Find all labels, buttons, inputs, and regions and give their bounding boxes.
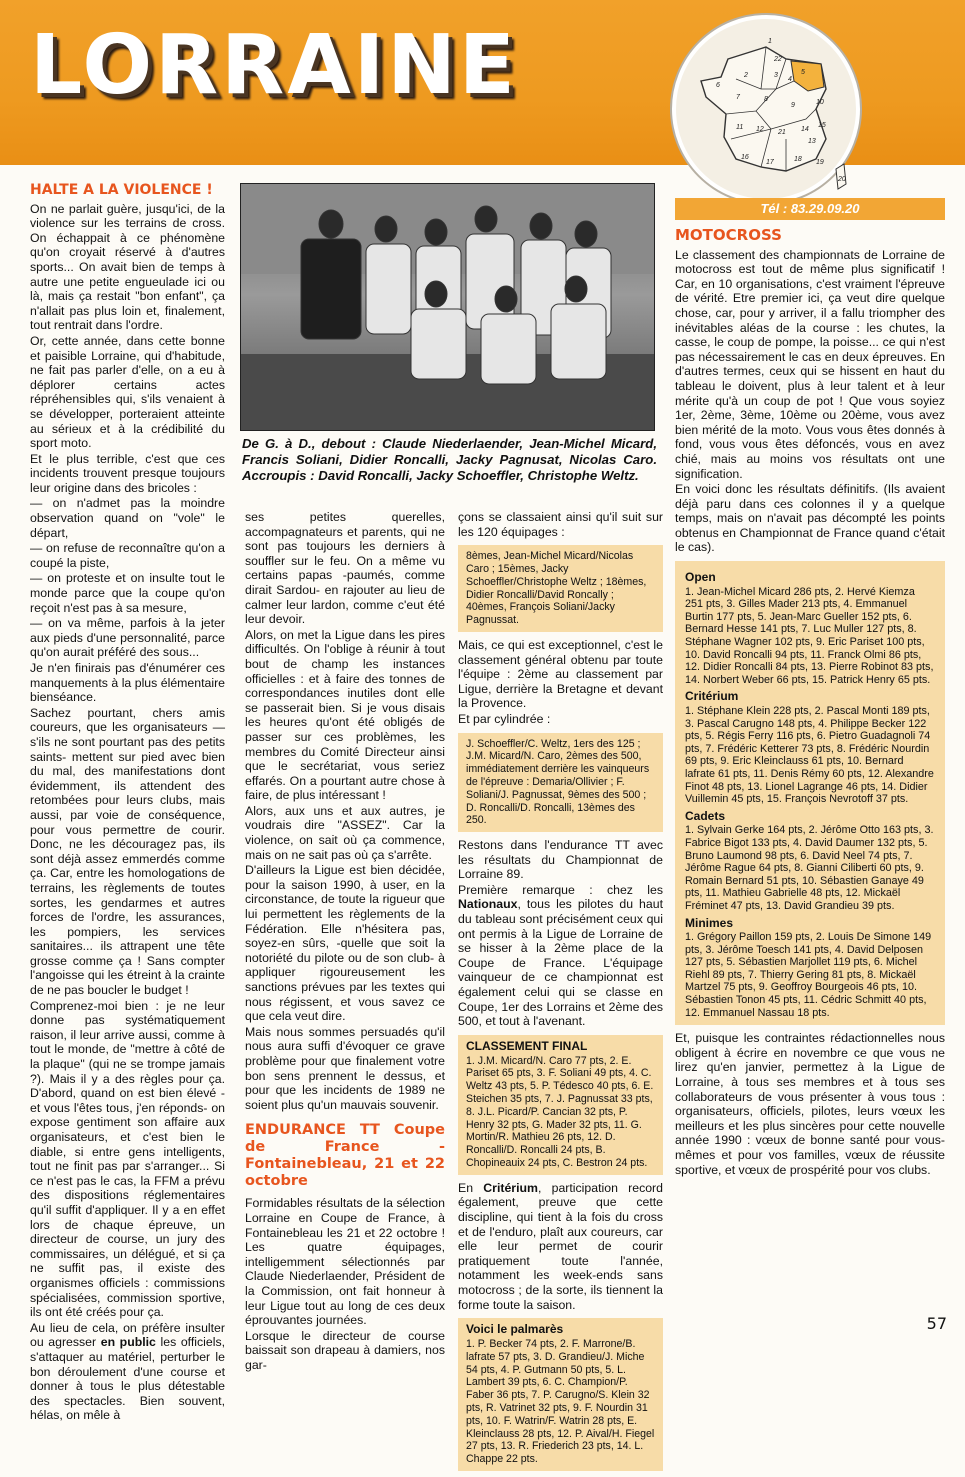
article-column-4 bbox=[675, 228, 945, 1178]
box-title: Minimes bbox=[685, 915, 734, 930]
map-region-number: 6 bbox=[716, 82, 720, 89]
map-region-number: 16 bbox=[741, 154, 749, 161]
phone-bar bbox=[675, 198, 945, 220]
paragraph: Je n'en finirais pas d'énumérer ces manquements à la plus élémentaire bienséance. bbox=[30, 661, 225, 705]
box-text: 1. Grégory Paillon 159 pts, 2. Louis De Simone 149 pts, 3. Jérôme Toesch 141 pts, 4. David Delposen 127 pts, 5. Sébastien Marjollet 119 pts, 6. Michel Riehl 89 pts, 7. Thierry Gering 81 pts, 8. Mickaël Martzel 75 pts, 9. Geoffroy Bourgeois 46 pts, 10. Sébastien Tonon 45 pts, 11. Cédric Schmitt 40 pts, 12. Emmanuel Nassau 18 pts. bbox=[685, 931, 932, 1019]
map-region-number: 9 bbox=[791, 102, 795, 109]
paragraph bbox=[458, 883, 663, 1029]
paragraph: Mais, ce qui est exceptionnel, c'est le classement général obtenu par toute l'équipe : 2ème au classement par Ligue, derrière la Bretagne et devant la Provence. bbox=[458, 637, 663, 711]
box-text: 1. J.M. Micard/N. Caro 77 pts, 2. E. Pariset 65 pts, 3. F. Soliani 49 pts, 4. C. Weltz 43 pts, 5. P. Tédesco 40 pts, 6. E. Steichen 35 pts, 7. J. Pagnussat 33 pts, 8. J.L. Picard/P. Cancian 32 pts, P. Henry 32 pts, G. Mader 32 pts, 11. G. Mortin/R. Mathieu 26 pts, 12. D. Roncalli/D. Roncalli 24 pts, B. Chopineauix 24 pts, C. Bestron 24 pts. bbox=[466, 1054, 654, 1169]
text-run: Première remarque : chez les bbox=[458, 882, 663, 897]
paragraph: Lorsque le directeur de course baissait son drapeau à damiers, nos gar- bbox=[245, 1328, 445, 1372]
paragraph: çons se classaient ainsi qu'il suit sur les 120 équipages : bbox=[458, 510, 663, 539]
france-map-icon bbox=[676, 19, 856, 199]
page-number: 57 bbox=[926, 1314, 947, 1333]
map-region-number: 13 bbox=[808, 138, 816, 145]
paragraph: ses petites querelles, accompagnateurs et parents, qui ne sont pas toujours les derniers à souffler sur le feu. On a même vu certains papas -paumés, comme dirait Sardou- en rajouter au lieu de calmer leur lardon, comme c'eut été leur devoir. bbox=[245, 510, 445, 627]
paragraph: Or, cette année, dans cette bonne et paisible Lorraine, qui d'habitude, ne fait pas parler d'elle, on a eu à déplorer certains actes répréhensibles qui, s'ils venaient à se développer, porteraient atteinte au sérieux et à la crédibilité du sport moto. bbox=[30, 333, 225, 451]
box-text: 1. P. Becker 74 pts, 2. F. Marrone/B. lafrate 57 pts, 3. D. Grandieu/J. Miche 54 pts, 4. P. Gutmann 50 pts, 5. L. Lambert 39 pts, 6. C. Champion/P. Faber 36 pts, 7. P. Carugno/S. Klein 32 pts, R. Vatrinet 32 pts, 9. F. Nourdin 31 pts, 10. F. Watrin/F. Watrin 28 pts, E. Kleinclauss 28 pts, 12. P. Aival/H. Fiegel 27 pts, 13. R. Friederich 23 pts, 14. L. Chappe 22 pts. bbox=[466, 1337, 655, 1466]
paragraph: — on proteste et on insulte tout le monde parce que la coupe qu'on reçoit n'est pas à sa mesure, bbox=[30, 571, 225, 615]
paragraph: — on refuse de reconnaître qu'on a coupé la piste, bbox=[30, 541, 225, 570]
map-region-number: 11 bbox=[736, 124, 744, 131]
team-photo bbox=[240, 183, 655, 431]
paragraph: — on va même, parfois à la jeter aux pieds d'une personnalité, parce qu'on aurait préféré des sous... bbox=[30, 616, 225, 660]
text-run: , tous les pilotes du haut du tableau sont précisément ceux qui ont permis à la Ligue de Lorraine de se hisser à la 2ème place de la Coupe de France. L'équipage vainqueur de ce championnat est également celui qui se classe en Coupe, 1er des Lorrains et 2ème des 500, et tout à l'avenant. bbox=[458, 897, 663, 1029]
box-text: 1. Jean-Michel Micard 286 pts, 2. Hervé Kiemza 251 pts, 3. Gilles Mader 213 pts, 4. Emmanuel Burtin 177 pts, 5. Jean-Marc Gueller 152 pts, 6. Bernard Hesse 141 pts, 7. Luc Muller 127 pts, 8. Stéphane Wagner 102 pts, 9. Eric Pariset 100 pts, 10. David Roncalli 94 pts, 11. Franck Olmi 86 pts, 12. Didier Roncalli 84 pts, 13. Pierre Robinot 83 pts, 14. Norbert Weber 66 pts, 15. Patrick Henry 65 pts. bbox=[685, 585, 934, 686]
map-region-number: 10 bbox=[816, 99, 824, 106]
paragraph: Comprenez-moi bien : je ne leur donne pas systématiquement raison, il leur arrive aussi, comme à tout le monde, de "mettre à côté de la plaque" (qui ne se trompe jamais ?). Mais il y a des règles pour ça. D'abord, quand on est bien élevé -et vous l'êtes tous, j'en réponds- on expose gentiment son affaire aux organisateurs, et c'est bien le diable, si entre gens intelligents, tout ne finit pas par s'arranger... Si ce n'est pas le cas, la FFM a prévu des dispositions réglementaires qu'il suffit d'appliquer. Il y a en effet lors de chaque épreuve, un directeur de course, un jury des commissaires, un délégué, et si ça ne suffit pas, il existe des organismes officiels : commissions spécialisées, commission sportive, ils ont été créés pour ça. bbox=[30, 998, 225, 1320]
text-run: Au lieu de cela, on préfère insulter ou agresser bbox=[30, 1320, 225, 1350]
paragraph: D'ailleurs la Ligue est bien décidée, pour la saison 1990, à user, en la circonstance, de toute la rigueur que lui permettent les règlements de la Fédération. Elle n'hésitera pas, soyez-en sûrs, -quelle que soit la notoriété du pilote ou de son club- à appliquer rigoureusement les sanctions prévues par les textes qui nous régissent, et vous savez ce que cela veut dire. bbox=[245, 863, 445, 1024]
map-region-number: 8 bbox=[764, 96, 768, 103]
map-region-number: 1 bbox=[768, 38, 772, 45]
results-box bbox=[675, 561, 945, 1025]
section-heading: MOTOCROSS bbox=[675, 226, 782, 244]
paragraph: Mais nous sommes persuadés qu'il nous aura suffi d'évoquer ce grave problème pour que finalement votre bon sens prennent le dessus, et pour que les incidents de 1989 ne soient plus qu'un mauvais souvenir. bbox=[245, 1024, 445, 1112]
box-title: Critérium bbox=[685, 689, 739, 704]
section-heading: HALTE A LA VIOLENCE ! bbox=[30, 182, 213, 198]
france-map bbox=[672, 15, 860, 203]
map-region-number: 7 bbox=[736, 94, 740, 101]
page-title: LORRAINE bbox=[30, 18, 518, 113]
box-title: CLASSEMENT FINAL bbox=[466, 1038, 588, 1053]
results-box: 8èmes, Jean-Michel Micard/Nicolas Caro ; 15èmes, Jacky Schoeffler/Christophe Weltz ; 18èmes, Didier Roncalli/David Roncally ; 40èmes, François Soliani/Jacky Pagnussat. bbox=[458, 545, 663, 632]
paragraph: Alors, on met la Ligue dans les pires difficultés. On l'oblige à réunir à tout bout de champ les instances officielles : et à faire des tonnes de correspondances inutiles dont elle se passerait bien. Si je vous disais les heures qu'ont été obligés de passer sur ces problèmes, les membres du Comité Directeur ainsi que le secrétariat, vous seriez effarés. On a pourtant autre chose à faire, de plus intéressant ! bbox=[245, 627, 445, 803]
paragraph: On ne parlait guère, jusqu'ici, de la violence sur les terrains de cross. On échappait à ce phénomène qu'on croyait réservé à d'autres sports... On avait bien de temps à autre une petite engueulade ici ou là, mais ça restait "bon enfant", ça n'allait pas plus loin et, finalement, tout rentrait dans l'ordre. bbox=[30, 201, 225, 333]
bold-text: en public bbox=[100, 1335, 156, 1350]
paragraph: Formidables résultats de la sélection Lorraine en Coupe de France, à Fontainebleau les 21 et 22 octobre ! Les quatre équipages, intelligemment sélectionnés par Claude Niederlaender, Président de la Commission, ont fait honneur à leur Ligue tout au long de ces deux éprouvantes journées. bbox=[245, 1196, 445, 1328]
article-column-2 bbox=[245, 510, 445, 1373]
map-region-number: 12 bbox=[756, 126, 764, 133]
text-run: En bbox=[458, 1180, 474, 1195]
map-region-number: 5 bbox=[801, 69, 805, 76]
map-region-number: 17 bbox=[766, 159, 774, 166]
section-heading: ENDURANCE TT Coupe de France - Fontainebleau, 21 et 22 octobre bbox=[245, 1122, 445, 1190]
bold-text: Nationaux bbox=[458, 897, 518, 912]
text-run: , participation record également, preuve que cette discipline, qui tient à la fois du cross et de l'enduro, plaît aux coureurs, car elle leur permet de courir pratiquement toute l'année, notamment les week-ends sans motocross ; de la sorte, ils tiennent la forme toute la saison. bbox=[458, 1180, 663, 1312]
map-region-number: 20 bbox=[838, 176, 846, 183]
map-region-number: 22 bbox=[774, 56, 782, 63]
paragraph: Sachez pourtant, chers amis coureurs, que les organisateurs —s'ils ne sont pourtant pas des petits saints- mettent sur pied avec bien du mal, des manifestations dont évidemment, ils attendent des retombées pour leurs clubs, mais aussi, par voie de conséquence, pour vous permettre de courir. Donc, ne les découragez pas, ils sont déjà assez emmerdés comme ça. Car, entre les homologations de terrains, les règlements de toutes sortes, les gendarmes et autres forces de l'ordre, les assurances, les pompiers, les services sanitaires... ils attrapent une tête grosse comme ça ! Sans compter l'angoisse qui les étreint à la crainte de ne pas boucler le budget ! bbox=[30, 705, 225, 998]
box-text: 1. Sylvain Gerke 164 pts, 2. Jérôme Otto 163 pts, 3. Fabrice Bigot 133 pts, 4. David Daumer 132 pts, 5. Bruno Laumond 98 pts, 6. David Neel 74 pts, 7. Jérôme Rague 64 pts, 8. Gianni Ciliberti 60 pts, 9. Romain Bernard 51 pts, 10. Sébastien Ganaye 49 pts, 11. Mathieu Gabrielle 48 pts, 12. Mickaël Fréminet 47 pts, 13. David Grandieu 39 pts. bbox=[685, 824, 934, 912]
box-text: 1. Stéphane Klein 228 pts, 2. Pascal Monti 189 pts, 3. Pascal Carugno 148 pts, 4. Philippe Becker 122 pts, 5. Régis Ferry 116 pts, 6. Pietro Guadagnoli 74 pts, 7. Frédéric Ketterer 73 pts, 8. Frédéric Nourdin 69 pts, 9. Eric Kleinclauss 61 pts, 10. Bernard lafrate 61 pts, 11. Denis Rémy 60 pts, 12. Alexandre Finot 48 pts, 13. Lionel Lagrange 46 pts, 14. Didier Vuillemin 45 pts, 15. François Nevrotoff 37 pts. bbox=[685, 705, 934, 806]
text-run: les officiels, s'attaquer au matériel, perturber le bon déroulement d'une course et donner à tous le plus détestable des spectacles. Bien souvent, hélas, on mêle à bbox=[30, 1335, 226, 1423]
map-region-number: 19 bbox=[816, 159, 824, 166]
riders-photo-icon bbox=[241, 184, 654, 430]
article-column-1 bbox=[30, 183, 225, 1424]
article-column-3 bbox=[458, 510, 663, 1477]
paragraph: Alors, aux uns et aux autres, je voudrais dire "ASSEZ". Car la violence, on sait où ça commence, mais on ne sait pas où ça s'arrête. bbox=[245, 803, 445, 862]
map-region-number: 2 bbox=[744, 72, 748, 79]
box-title: Cadets bbox=[685, 808, 726, 823]
paragraph: Restons dans l'endurance TT avec les résultats du Championnat de Lorraine 89. bbox=[458, 838, 663, 882]
photo-caption: De G. à D., debout : Claude Niederlaender, Jean-Michel Micard, Francis Soliani, Didier Roncalli, Jacky Pagnusat, Nicolas Caro. Accroupis : David Roncalli, Jacky Schoeffler, Christophe Weltz. bbox=[242, 436, 657, 483]
box-title: Open bbox=[685, 570, 716, 585]
paragraph: — on n'admet pas la moindre observation quand on "vole" le départ, bbox=[30, 496, 225, 540]
paragraph: Et, puisque les contraintes rédactionnelles nous obligent à écrire en novembre ce que vous ne lirez qu'en janvier, permettez à la Ligue de Lorraine, à tous ses membres et à tous ses collaborateurs de vous présenter à vous tous : organisateurs, officiels, pilotes, leurs vœux les meilleurs et les plus sincères pour cette nouvelle année 1990 : vœux de bonne santé pour vous-mêmes et pour vos familles, vœux de réussite sportive, et vœux de prospérité pour vos clubs. bbox=[675, 1031, 945, 1177]
paragraph: Et le plus terrible, c'est que ces incidents trouvent presque toujours leur origine dans des bricoles : bbox=[30, 451, 225, 495]
results-box bbox=[458, 1318, 663, 1471]
map-region-number: 15 bbox=[818, 122, 826, 129]
map-region-number: 4 bbox=[788, 76, 792, 83]
paragraph: Et par cylindrée : bbox=[458, 711, 551, 726]
phone-number: Tél : 83.29.09.20 bbox=[760, 201, 860, 216]
paragraph: Le classement des championnats de Lorraine de motocross est tout de même plus significatif ! Car, en 10 organisations, c'est vraiment l'épreuve de vérité. Etre premier ici, ça veut dire quelque chose, car, pour y arriver, il a fallu triompher des inévitables aléas de la course : les chutes, la casse, le coup de pompe, la poisse... ce qui n'est pas nécessairement le cas en deux épreuves. En d'autres termes, ceux qui se hissent en haut du tableau le doivent, plus à leur talent et à leur mérite qu'à un coup de pot ! Que vous soyiez 1er, 2ème, 3ème, 10ème ou 20ème, vous avez bien mérité de la moto. Vous vous êtes donnés à fond, vous vous êtes défoncés, vous en avez chié, mais au moins vos résultats ont une signification. bbox=[675, 247, 945, 481]
paragraph bbox=[458, 1181, 663, 1312]
map-region-number: 18 bbox=[794, 156, 802, 163]
paragraph bbox=[30, 1321, 225, 1423]
results-box bbox=[458, 1035, 663, 1175]
map-region-number: 3 bbox=[774, 72, 778, 79]
results-box: J. Schoeffler/C. Weltz, 1ers des 125 ; J.M. Micard/N. Caro, 2èmes des 500, immédiatement derrière les vainqueurs de l'épreuve : Demaria/Ollivier ; F. Soliani/J. Pagnussat, 9èmes des 500 ; D. Roncalli/D. Roncalli, 13èmes des 250. bbox=[458, 733, 663, 833]
map-region-number: 14 bbox=[801, 126, 809, 133]
map-region-number: 21 bbox=[778, 129, 786, 136]
paragraph: En voici donc les résultats définitifs. (Ils avaient déjà paru dans ces colonnes il y a quelque temps, mais on n'avait pas décompté les points obtenus en Championnat de France quand c'était le cas). bbox=[675, 482, 945, 555]
bold-text: Critérium bbox=[483, 1180, 538, 1195]
box-title: Voici le palmarès bbox=[466, 1322, 564, 1337]
